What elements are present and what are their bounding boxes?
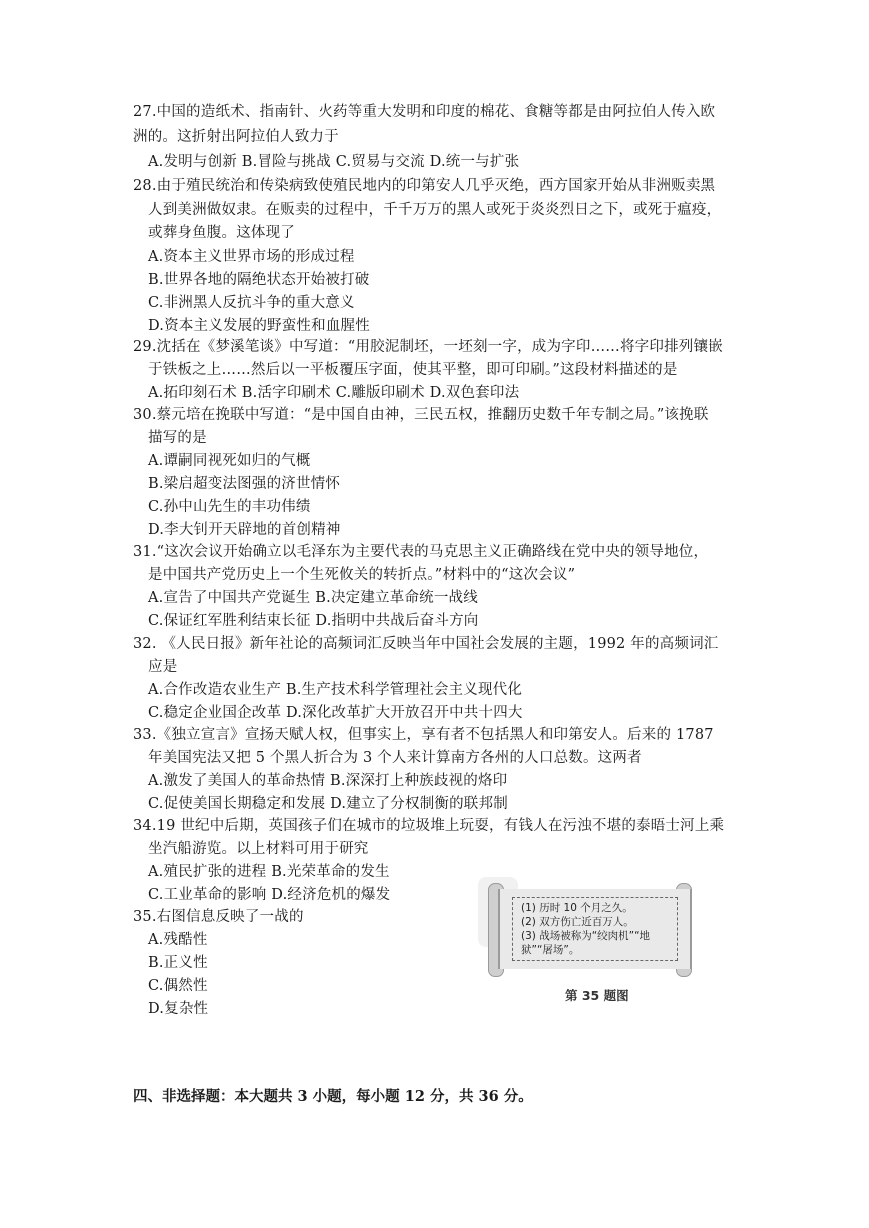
section-heading: 四、非选择题：本大题共 3 小题，每小题 12 分，共 36 分。 [133, 1088, 533, 1105]
answer-choice: A.谭嗣同视死如归的气概 [148, 453, 311, 469]
question-text: 31.“这次会议开始确立以毛泽东为主要代表的马克思主义正确路线在党中央的领导地位， [133, 544, 709, 560]
question-text: 人到美洲做奴隶。在贩卖的过程中，千千万万的黑人或死于炎炎烈日之下，或死于瘟疫， [148, 202, 722, 218]
answer-choice: A.残酷性 [148, 932, 208, 948]
question-text: 34.19 世纪中后期，英国孩子们在城市的垃圾堆上玩耍，有钱人在污浊不堪的泰晤士河上乘 [133, 818, 725, 834]
question-text: 描写的是 [148, 430, 207, 446]
answer-choices: C.稳定企业国企改革 D.深化改革扩大开放召开中共十四大 [148, 705, 523, 721]
question-text: 坐汽船游览。以上材料可用于研究 [148, 841, 369, 857]
question-text: 于铁板之上……然后以一平板覆压字面，使其平整，即可印刷。”这段材料描述的是 [148, 362, 678, 378]
answer-choice: A.资本主义世界市场的形成过程 [148, 249, 355, 265]
figure-line: (3) 战场被称为“绞肉机”“地 [521, 930, 651, 942]
answer-choices: A.宣告了中国共产党诞生 B.决定建立革命统一战线 [148, 590, 478, 606]
answer-choice: C.偶然性 [148, 978, 208, 994]
answer-choice: B.世界各地的隔绝状态开始被打破 [148, 272, 370, 288]
dashed-frame [512, 897, 678, 961]
question-text: 29.沈括在《梦溪笔谈》中写道：“用胶泥制坯，一坯刻一字，成为字印……将字印排列镶嵌 [133, 339, 723, 355]
answer-choice: D.李大钊开天辟地的首创精神 [148, 522, 341, 538]
question-text: 应是 [148, 659, 178, 675]
question-text: 年美国宪法又把 5 个黑人折合为 3 个人来计算南方各州的人口总数。这两者 [148, 750, 642, 766]
figure-line: (2) 双方伤亡近百万人。 [521, 916, 634, 928]
answer-choices: A.发明与创新 B.冒险与挑战 C.贸易与交流 D.统一与扩张 [148, 154, 520, 170]
answer-choices: A.激发了美国人的革命热情 B.深深打上种族歧视的烙印 [148, 773, 508, 789]
question-text: 30.蔡元培在挽联中写道：“是中国自由神，三民五权，推翻历史数千年专制之局。”该挽联 [133, 407, 709, 423]
figure-line: 狱”“屠场”。 [521, 944, 580, 956]
answer-choice: D.复杂性 [148, 1001, 209, 1017]
scroll-panel [498, 889, 692, 969]
answer-choices: A.拓印刻石术 B.活字印刷术 C.雕版印刷术 D.双色套印法 [148, 385, 520, 401]
answer-choice: B.正义性 [148, 955, 208, 971]
answer-choices: A.合作改造农业生产 B.生产技术科学管理社会主义现代化 [148, 682, 523, 698]
answer-choice: C.非洲黑人反抗斗争的重大意义 [148, 295, 355, 311]
question-text: 28.由于殖民统治和传染病致使殖民地内的印第安人几乎灭绝，西方国家开始从非洲贩卖黑 [133, 178, 716, 194]
question-text: 32. 《人民日报》新年社论的高频词汇反映当年中国社会发展的主题，1992 年的高频词汇 [133, 636, 719, 652]
answer-choices: A.殖民扩张的进程 B.光荣革命的发生 [148, 864, 390, 880]
question-text: 35.右图信息反映了一战的 [133, 909, 304, 925]
figure-caption: 第 35 题图 [565, 988, 629, 1003]
answer-choice: D.资本主义发展的野蛮性和血腥性 [148, 318, 370, 334]
answer-choices: C.工业革命的影响 D.经济危机的爆发 [148, 887, 391, 903]
answer-choice: B.梁启超变法图强的济世情怀 [148, 476, 341, 492]
answer-choices: C.保证红军胜利结束长征 D.指明中共战后奋斗方向 [148, 613, 479, 629]
question-text: 或葬身鱼腹。这体现了 [148, 225, 295, 241]
question-text: 洲的。这折射出阿拉伯人致力于 [133, 129, 339, 145]
question-text: 27.中国的造纸术、指南针、火药等重大发明和印度的棉花、食糖等都是由阿拉伯人传入欧 [133, 104, 716, 120]
figure-line: (1) 历时 10 个月之久。 [521, 902, 633, 914]
answer-choice: C.孙中山先生的丰功伟绩 [148, 499, 311, 515]
question-text: 33.《独立宣言》宣扬天赋人权，但事实上，享有者不包括黑人和印第安人。后来的 1787 [133, 727, 714, 743]
answer-choices: C.促使美国长期稳定和发展 D.建立了分权制衡的联邦制 [148, 796, 508, 812]
question-text: 是中国共产党历史上一个生死攸关的转折点。”材料中的“这次会议” [148, 567, 576, 583]
question-35-figure [478, 877, 700, 1005]
